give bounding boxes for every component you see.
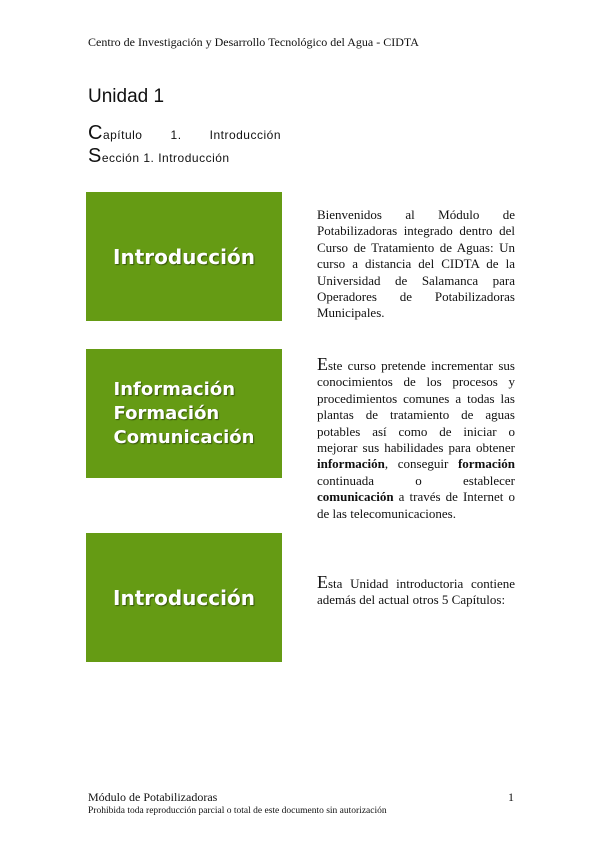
info-box-line-1: Información [113, 378, 236, 400]
course-paragraph-bold-3: comunicación [317, 489, 394, 505]
course-paragraph-initial: E [317, 354, 328, 374]
chapter-heading [88, 122, 281, 145]
chapter-initial: C [88, 122, 103, 144]
course-paragraph-text-4: a través de Internet o de las telecomunicaciones. [317, 489, 515, 521]
course-paragraph-text-1: ste curso pretende incrementar sus conocimientos de los procesos y procedimientos comunes a todas las plantas de tratamiento de aguas potables así como de iniciar o mejorar sus habilidades para obtener [317, 358, 515, 456]
chapter-number: 1. [170, 128, 182, 142]
intro-box-2 [86, 533, 282, 662]
intro-box-1-label: Introducción [113, 244, 255, 269]
unit-paragraph-text: sta Unidad introductoria contiene además del actual otros 5 Capítulos: [317, 576, 515, 608]
info-box-line-2: Formación [113, 402, 220, 424]
chapter-word: apítulo [102, 128, 143, 142]
info-box-line-3: Comunicación [113, 426, 255, 448]
section-heading [88, 145, 230, 168]
intro-box-1 [86, 192, 282, 321]
course-paragraph-bold-1: información [317, 456, 385, 472]
unit-paragraph [317, 574, 515, 609]
footer-notice: Prohibida toda reproducción parcial o total de este documento sin autorización [88, 806, 387, 816]
unit-paragraph-initial: E [317, 572, 328, 592]
welcome-paragraph: Bienvenidos al Módulo de Potabilizadoras integrado dentro del Curso de Tratamiento de Aguas: Un curso a distancia del CIDTA de la Universidad de Salamanca para Operadores de Potabilizadoras Municipales. [317, 207, 515, 321]
page-number: 1 [508, 790, 514, 804]
section-initial: S [88, 145, 102, 167]
course-paragraph [317, 356, 515, 522]
info-box [86, 349, 282, 478]
course-paragraph-text-2: , conseguir [384, 456, 458, 472]
chapter-name: Introducción [209, 128, 281, 142]
course-paragraph-bold-2: formación [457, 456, 515, 472]
section-text: ección 1. Introducción [101, 151, 230, 165]
unit-title: Unidad 1 [88, 86, 165, 107]
intro-box-2-label: Introducción [113, 585, 255, 610]
footer-module: Módulo de Potabilizadoras [88, 790, 218, 804]
page-header: Centro de Investigación y Desarrollo Tecnológico del Agua - CIDTA [88, 35, 419, 49]
course-paragraph-text-3: continuada o establecer [317, 472, 515, 488]
